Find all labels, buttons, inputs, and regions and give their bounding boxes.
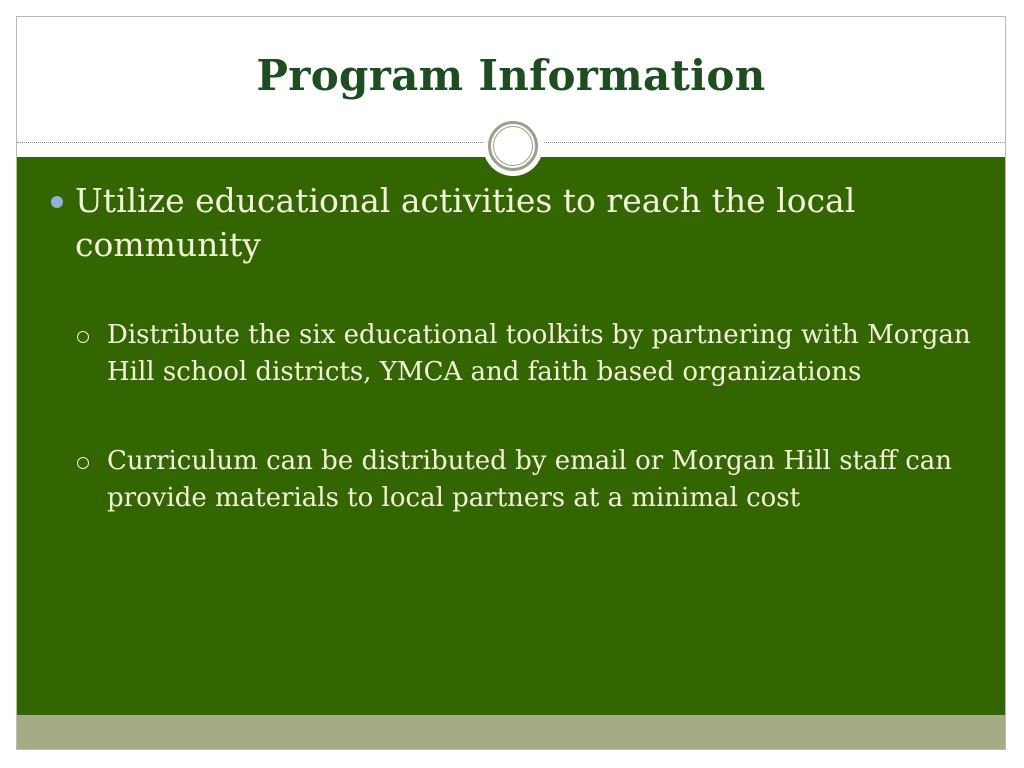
bullet-text: Distribute the six educational toolkits by partnering with Morgan Hill school districts, YMCA and faith based organizations bbox=[107, 320, 971, 387]
slide-frame bbox=[16, 16, 1006, 750]
bullet-item-level2 bbox=[47, 443, 977, 517]
bullet-item-level1 bbox=[47, 179, 977, 267]
filled-circle-bullet-icon bbox=[51, 196, 63, 208]
bullet-text: Curriculum can be distributed by email or Morgan Hill staff can provide materials to local partners at a minimal cost bbox=[107, 446, 953, 513]
bullet-item-level2 bbox=[47, 317, 977, 391]
bullet-list bbox=[47, 179, 977, 517]
hollow-circle-bullet-icon bbox=[77, 457, 89, 469]
slide-title: Program Information bbox=[256, 51, 766, 100]
hollow-circle-bullet-icon bbox=[77, 331, 89, 343]
bullet-text: Utilize educational activities to reach the local community bbox=[75, 181, 856, 264]
footer-band bbox=[17, 715, 1005, 750]
ornament-inner-ring bbox=[493, 126, 533, 166]
